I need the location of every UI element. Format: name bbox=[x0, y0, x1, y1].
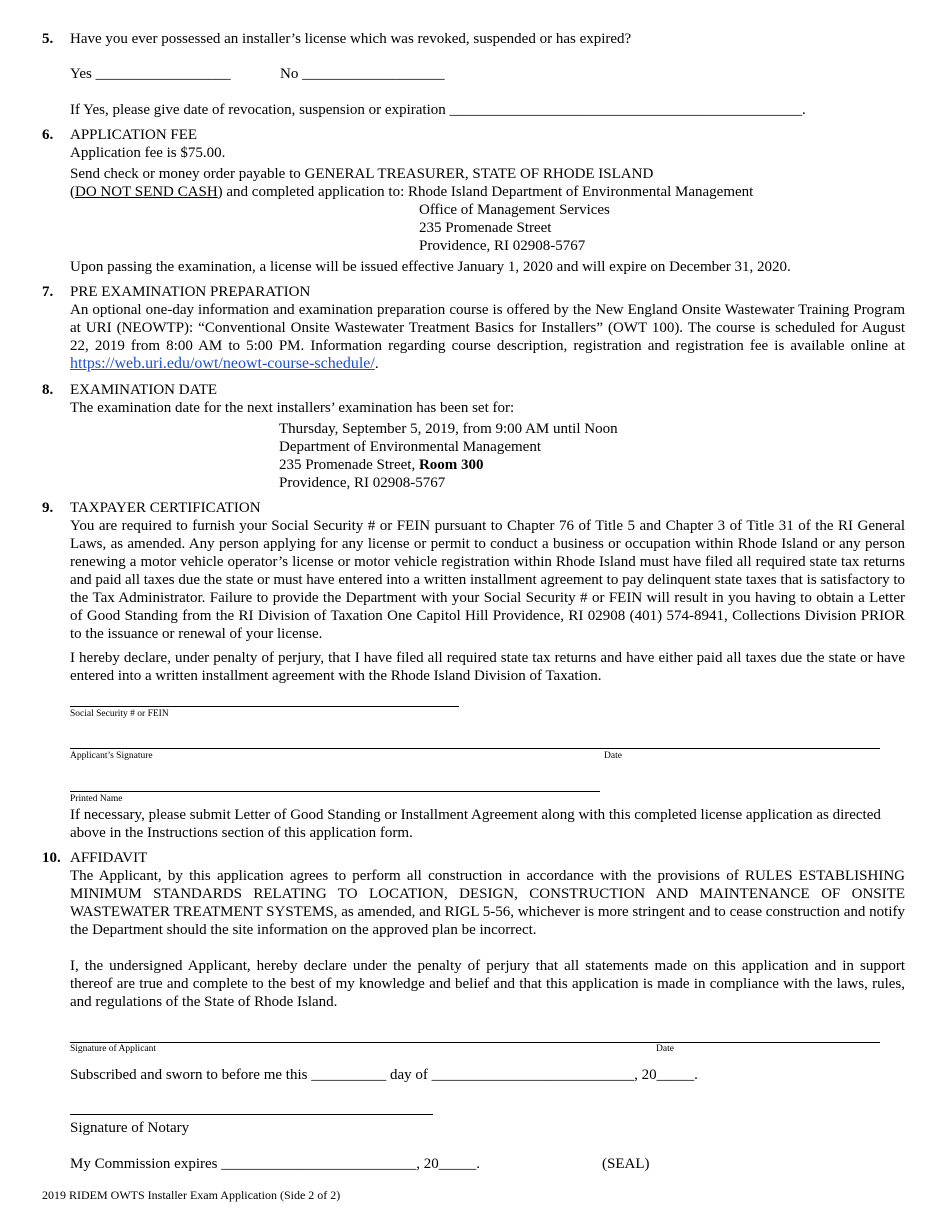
q5-number: 5. bbox=[42, 31, 54, 47]
q8-number: 8. bbox=[42, 382, 54, 398]
q5-yes-field[interactable]: Yes __________________ bbox=[70, 66, 231, 82]
q9-note: If necessary, please submit Letter of Good Standing or Installment Agreement along with this completed license application as directed above in the Instructions section of this application form. bbox=[70, 807, 881, 841]
q10-number: 10. bbox=[42, 850, 61, 866]
q7-period: . bbox=[374, 356, 379, 372]
q9-printed-name-label: Printed Name bbox=[70, 794, 123, 804]
q6-heading: APPLICATION FEE bbox=[70, 127, 198, 143]
q6-fee: Application fee is $75.00. bbox=[70, 145, 226, 161]
q9-signature-line[interactable] bbox=[70, 748, 880, 749]
q8-room: Room 300 bbox=[418, 457, 484, 473]
q8-intro: The examination date for the next installers’ examination has been set for: bbox=[70, 400, 515, 416]
q5-if-yes-field[interactable]: If Yes, please give date of revocation, suspension or expiration _______________________________________________. bbox=[70, 102, 806, 118]
q10-signature-label: Signature of Applicant bbox=[70, 1044, 157, 1054]
q9-date-label: Date bbox=[604, 751, 622, 761]
q6-address-1: Office of Management Services bbox=[419, 202, 610, 218]
q9-body: You are required to furnish your Social Security # or FEIN pursuant to Chapter 76 of Title 5 and Chapter 3 of Title 31 of the RI General Laws, as amended. Any person applying for any license or permit to conduct a business or occupation within Rhode Island or any person renewing a motor vehicle operator’s license or motor vehicle registration within Rhode Island must have filed all required state tax returns and paid all taxes due the state or must have entered into a written installment agreement to pay delinquent state taxes that is satisfactory to the Tax Administrator. Failure to provide the Department with your Social Security # or FEIN will result in you having to obtain a Letter of Good Standing from the RI Division of Taxation One Capitol Hill Providence, RI 02908 (401) 574-8941, Collections Division PRIOR to the issuance or renewal of your license. bbox=[70, 518, 905, 642]
q10-notary-line[interactable] bbox=[70, 1114, 433, 1115]
q8-dept: Department of Environmental Management bbox=[279, 439, 541, 455]
page-footer: 2019 RIDEM OWTS Installer Exam Application (Side 2 of 2) bbox=[42, 1188, 341, 1202]
q8-when: Thursday, September 5, 2019, from 9:00 AM until Noon bbox=[279, 421, 618, 437]
q10-seal: (SEAL) bbox=[602, 1156, 650, 1172]
q7-course-link[interactable]: https://web.uri.edu/owt/neowt-course-schedule/ bbox=[70, 355, 375, 372]
q6-address-2: 235 Promenade Street bbox=[419, 220, 552, 236]
q8-city: Providence, RI 02908-5767 bbox=[279, 475, 446, 491]
q6-paren: ( bbox=[70, 184, 75, 200]
q9-heading: TAXPAYER CERTIFICATION bbox=[70, 500, 261, 516]
q7-heading: PRE EXAMINATION PREPARATION bbox=[70, 284, 311, 300]
q8-heading: EXAMINATION DATE bbox=[70, 382, 218, 398]
q6-license-note: Upon passing the examination, a license will be issued effective January 1, 2020 and will expire on December 31, 2020. bbox=[70, 259, 791, 275]
q10-signature-line[interactable] bbox=[70, 1042, 880, 1043]
q10-body-2: I, the undersigned Applicant, hereby declare under the penalty of perjury that all statements made on this application and in support thereof are true and complete to the best of my knowledge and belief and that this application is made in compliance with the laws, rules, and regulations of the State of Rhode Island. bbox=[70, 958, 905, 1010]
q9-signature-label: Applicant’s Signature bbox=[70, 751, 153, 761]
q7-body-text: An optional one-day information and examination preparation course is offered by the New England Onsite Wastewater Training Program at URI (NEOWTP): “Conventional Onsite Wastewater Treatment Basics for Installers” (OWT 100). The course is scheduled for August 22, 2019 from 8:00 AM to 5:00 PM. Information regarding course description, registration and registration fee is available online at bbox=[70, 302, 905, 354]
q9-printed-name-line[interactable] bbox=[70, 791, 600, 792]
q10-date-label: Date bbox=[656, 1044, 674, 1054]
q10-body-1: The Applicant, by this application agrees to perform all construction in accordance with the provisions of RULES ESTABLISHING MINIMUM STANDARDS RELATING TO LOCATION, DESIGN, CONSTRUCTION AND MAINTENANCE OF ONSITE WASTEWATER TREATMENT SYSTEMS, as amended, and RIGL 5-56, whichever is more stringent and to cease construction and notify the Department should the site information on the approved plan be incorrect. bbox=[70, 868, 905, 938]
q10-notary-label: Signature of Notary bbox=[70, 1120, 190, 1136]
q6-do-not-send-cash: DO NOT SEND CASH bbox=[75, 184, 218, 200]
q5-no-field[interactable]: No ___________________ bbox=[280, 66, 445, 82]
q5-question: Have you ever possessed an installer’s license which was revoked, suspended or has expired? bbox=[70, 31, 632, 47]
q9-number: 9. bbox=[42, 500, 54, 516]
q6-address-3: Providence, RI 02908-5767 bbox=[419, 238, 586, 254]
q7-body bbox=[70, 301, 905, 373]
q10-commission-field[interactable]: My Commission expires __________________________, 20_____. bbox=[70, 1156, 481, 1172]
q7-number: 7. bbox=[42, 284, 54, 300]
q9-ssn-label: Social Security # or FEIN bbox=[70, 709, 169, 719]
q10-heading: AFFIDAVIT bbox=[70, 850, 148, 866]
q6-cash-line bbox=[70, 183, 905, 201]
q8-street bbox=[279, 456, 484, 474]
q9-ssn-line[interactable] bbox=[70, 706, 459, 707]
q10-sworn-field[interactable]: Subscribed and sworn to before me this __________ day of ___________________________, 20_____. bbox=[70, 1067, 698, 1083]
q9-declaration: I hereby declare, under penalty of perjury, that I have filed all required state tax returns and have either paid all taxes due the state or have entered into a written installment agreement with the Rhode Island Division of Taxation. bbox=[70, 650, 905, 684]
q8-street-text: 235 Promenade Street, bbox=[279, 457, 419, 473]
q6-completed-to: ) and completed application to: Rhode Island Department of Environmental Management bbox=[217, 184, 754, 200]
q6-send-check: Send check or money order payable to GENERAL TREASURER, STATE OF RHODE ISLAND bbox=[70, 166, 654, 182]
q6-number: 6. bbox=[42, 127, 54, 143]
